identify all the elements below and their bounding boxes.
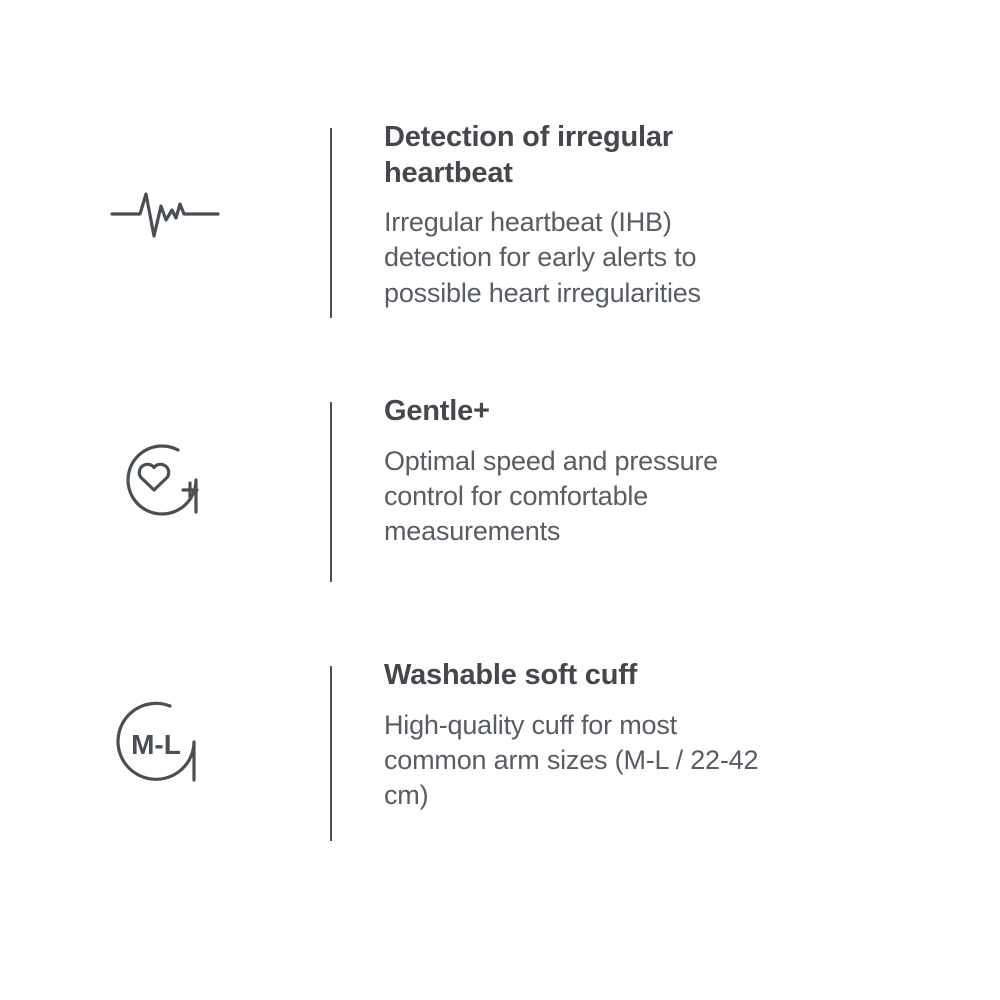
- feature-icon-cell: [0, 394, 330, 526]
- feature-title: Gentle+: [384, 395, 490, 427]
- heartbeat-waveform-icon: [110, 180, 220, 244]
- feature-description: High-quality cuff for most common arm sizes (M-L / 22-42 cm): [384, 709, 759, 810]
- cuff-size-label: M-L: [131, 729, 181, 760]
- list-item: [0, 120, 1000, 324]
- feature-title: Detection of irregular heartbeat: [384, 121, 673, 189]
- feature-title: Washable soft cuff: [384, 659, 638, 691]
- feature-text-cell: [332, 120, 762, 311]
- list-item: [0, 658, 1000, 847]
- list-item: [0, 394, 1000, 588]
- feature-text-cell: [332, 394, 762, 549]
- feature-description: Irregular heartbeat (IHB) detection for early alerts to possible heart irregularities: [384, 207, 701, 308]
- feature-text-cell: [332, 658, 762, 813]
- feature-description: Optimal speed and pressure control for comfortable measurements: [384, 445, 718, 546]
- heart-gauge-plus-icon: [110, 434, 220, 526]
- feature-icon-cell: [0, 658, 330, 798]
- cuff-size-ml-icon: [110, 698, 220, 798]
- feature-icon-cell: [0, 120, 330, 244]
